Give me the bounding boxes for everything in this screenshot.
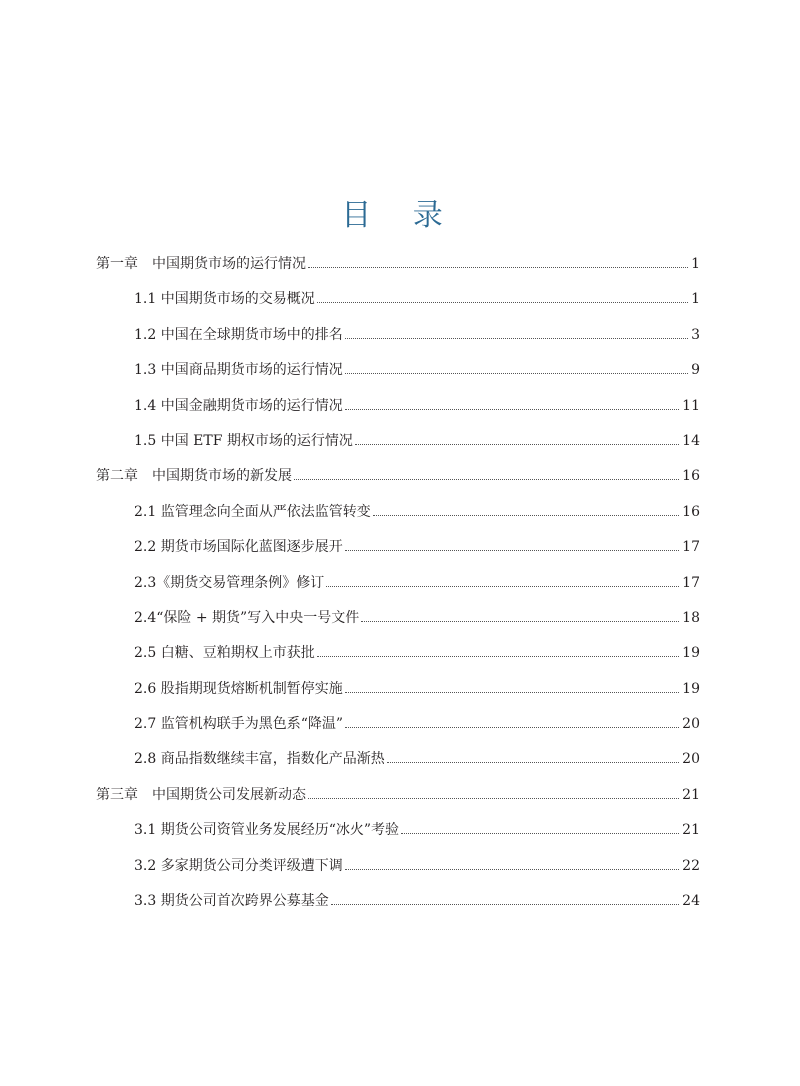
- toc-entry[interactable]: [96, 749, 700, 784]
- toc-leader-dots: [294, 479, 679, 480]
- toc-leader-dots: [345, 692, 679, 693]
- toc-entry[interactable]: [96, 820, 700, 855]
- toc-page-number: 21: [682, 822, 700, 839]
- toc-page-number: 9: [691, 362, 700, 379]
- page-title: 目 录: [341, 198, 459, 234]
- toc-page-number: 24: [682, 893, 700, 910]
- toc-page-number: 16: [682, 503, 700, 520]
- toc-entry-label: 1.2 中国在全球期货市场中的排名: [134, 326, 343, 343]
- toc-entry[interactable]: [96, 891, 700, 926]
- toc-leader-dots: [373, 515, 679, 516]
- toc-page-number: 1: [691, 291, 700, 308]
- toc-entry-label: 2.3《期货交易管理条例》修订: [134, 574, 325, 591]
- toc-entry[interactable]: [96, 431, 700, 466]
- toc-page-number: 19: [682, 680, 700, 697]
- toc-page-number: 1: [691, 256, 700, 272]
- toc-leader-dots: [331, 904, 679, 905]
- toc-entry[interactable]: [96, 856, 700, 891]
- toc-leader-dots: [345, 869, 679, 870]
- toc-entry-label: 2.2 期货市场国际化蓝图逐步展开: [134, 539, 343, 556]
- toc-leader-dots: [345, 373, 688, 374]
- toc-entry[interactable]: [96, 537, 700, 572]
- toc-leader-dots: [308, 267, 688, 268]
- toc-leader-dots: [317, 302, 688, 303]
- toc-page-number: 18: [682, 609, 700, 626]
- toc-page-number: 16: [682, 468, 700, 485]
- toc-page-number: 22: [682, 857, 700, 874]
- toc-leader-dots: [345, 550, 679, 551]
- toc-leader-dots: [317, 656, 679, 657]
- toc-leader-dots: [387, 762, 679, 763]
- toc-entry[interactable]: [96, 360, 700, 395]
- toc-entry-label: 2.1 监管理念向全面从严依法监管转变: [134, 503, 371, 520]
- toc-entry[interactable]: [96, 679, 700, 714]
- toc-page-number: 19: [682, 645, 700, 662]
- table-of-contents: [96, 254, 700, 926]
- toc-entry[interactable]: [96, 785, 700, 820]
- toc-entry-label: 1.1 中国期货市场的交易概况: [134, 291, 315, 308]
- toc-entry-label: 1.4 中国金融期货市场的运行情况: [134, 397, 343, 414]
- toc-entry[interactable]: [96, 289, 700, 324]
- toc-page-number: 21: [682, 786, 700, 803]
- toc-entry-label: 1.5 中国 ETF 期权市场的运行情况: [134, 432, 353, 449]
- toc-leader-dots: [401, 833, 679, 834]
- toc-page-number: 3: [691, 326, 700, 343]
- toc-entry-label: 2.4“保险 + 期货”写入中央一号文件: [134, 609, 360, 626]
- toc-page-number: 17: [682, 539, 700, 556]
- toc-page-number: 20: [682, 751, 700, 768]
- toc-entry-label: 第三章 中国期货公司发展新动态: [96, 786, 306, 803]
- toc-entry-label: 第二章 中国期货市场的新发展: [96, 468, 292, 485]
- toc-leader-dots: [308, 798, 679, 799]
- toc-entry-label: 2.6 股指期现货熔断机制暂停实施: [134, 680, 343, 697]
- toc-entry[interactable]: [96, 396, 700, 431]
- toc-page-number: 20: [682, 716, 700, 733]
- toc-entry[interactable]: [96, 643, 700, 678]
- toc-entry[interactable]: [96, 254, 700, 289]
- toc-entry[interactable]: [96, 502, 700, 537]
- toc-leader-dots: [345, 409, 679, 410]
- toc-entry-label: 3.3 期货公司首次跨界公募基金: [134, 893, 329, 910]
- toc-entry[interactable]: [96, 608, 700, 643]
- toc-leader-dots: [326, 586, 679, 587]
- toc-entry-label: 3.2 多家期货公司分类评级遭下调: [134, 857, 343, 874]
- toc-entry[interactable]: [96, 714, 700, 749]
- toc-entry-label: 2.8 商品指数继续丰富，指数化产品渐热: [134, 751, 385, 768]
- toc-entry-label: 3.1 期货公司资管业务发展经历“冰火”考验: [134, 822, 400, 839]
- toc-entry[interactable]: [96, 573, 700, 608]
- toc-page-number: 14: [682, 432, 700, 449]
- toc-leader-dots: [361, 621, 679, 622]
- toc-entry[interactable]: [96, 325, 700, 360]
- toc-page-number: 11: [682, 397, 700, 414]
- toc-entry-label: 第一章 中国期货市场的运行情况: [96, 256, 306, 272]
- toc-leader-dots: [345, 727, 679, 728]
- toc-entry-label: 2.7 监管机构联手为黑色系“降温”: [134, 716, 344, 733]
- toc-leader-dots: [355, 444, 679, 445]
- toc-entry[interactable]: [96, 466, 700, 501]
- toc-page-number: 17: [682, 574, 700, 591]
- toc-entry-label: 1.3 中国商品期货市场的运行情况: [134, 362, 343, 379]
- toc-leader-dots: [345, 338, 688, 339]
- toc-entry-label: 2.5 白糖、豆粕期权上市获批: [134, 645, 315, 662]
